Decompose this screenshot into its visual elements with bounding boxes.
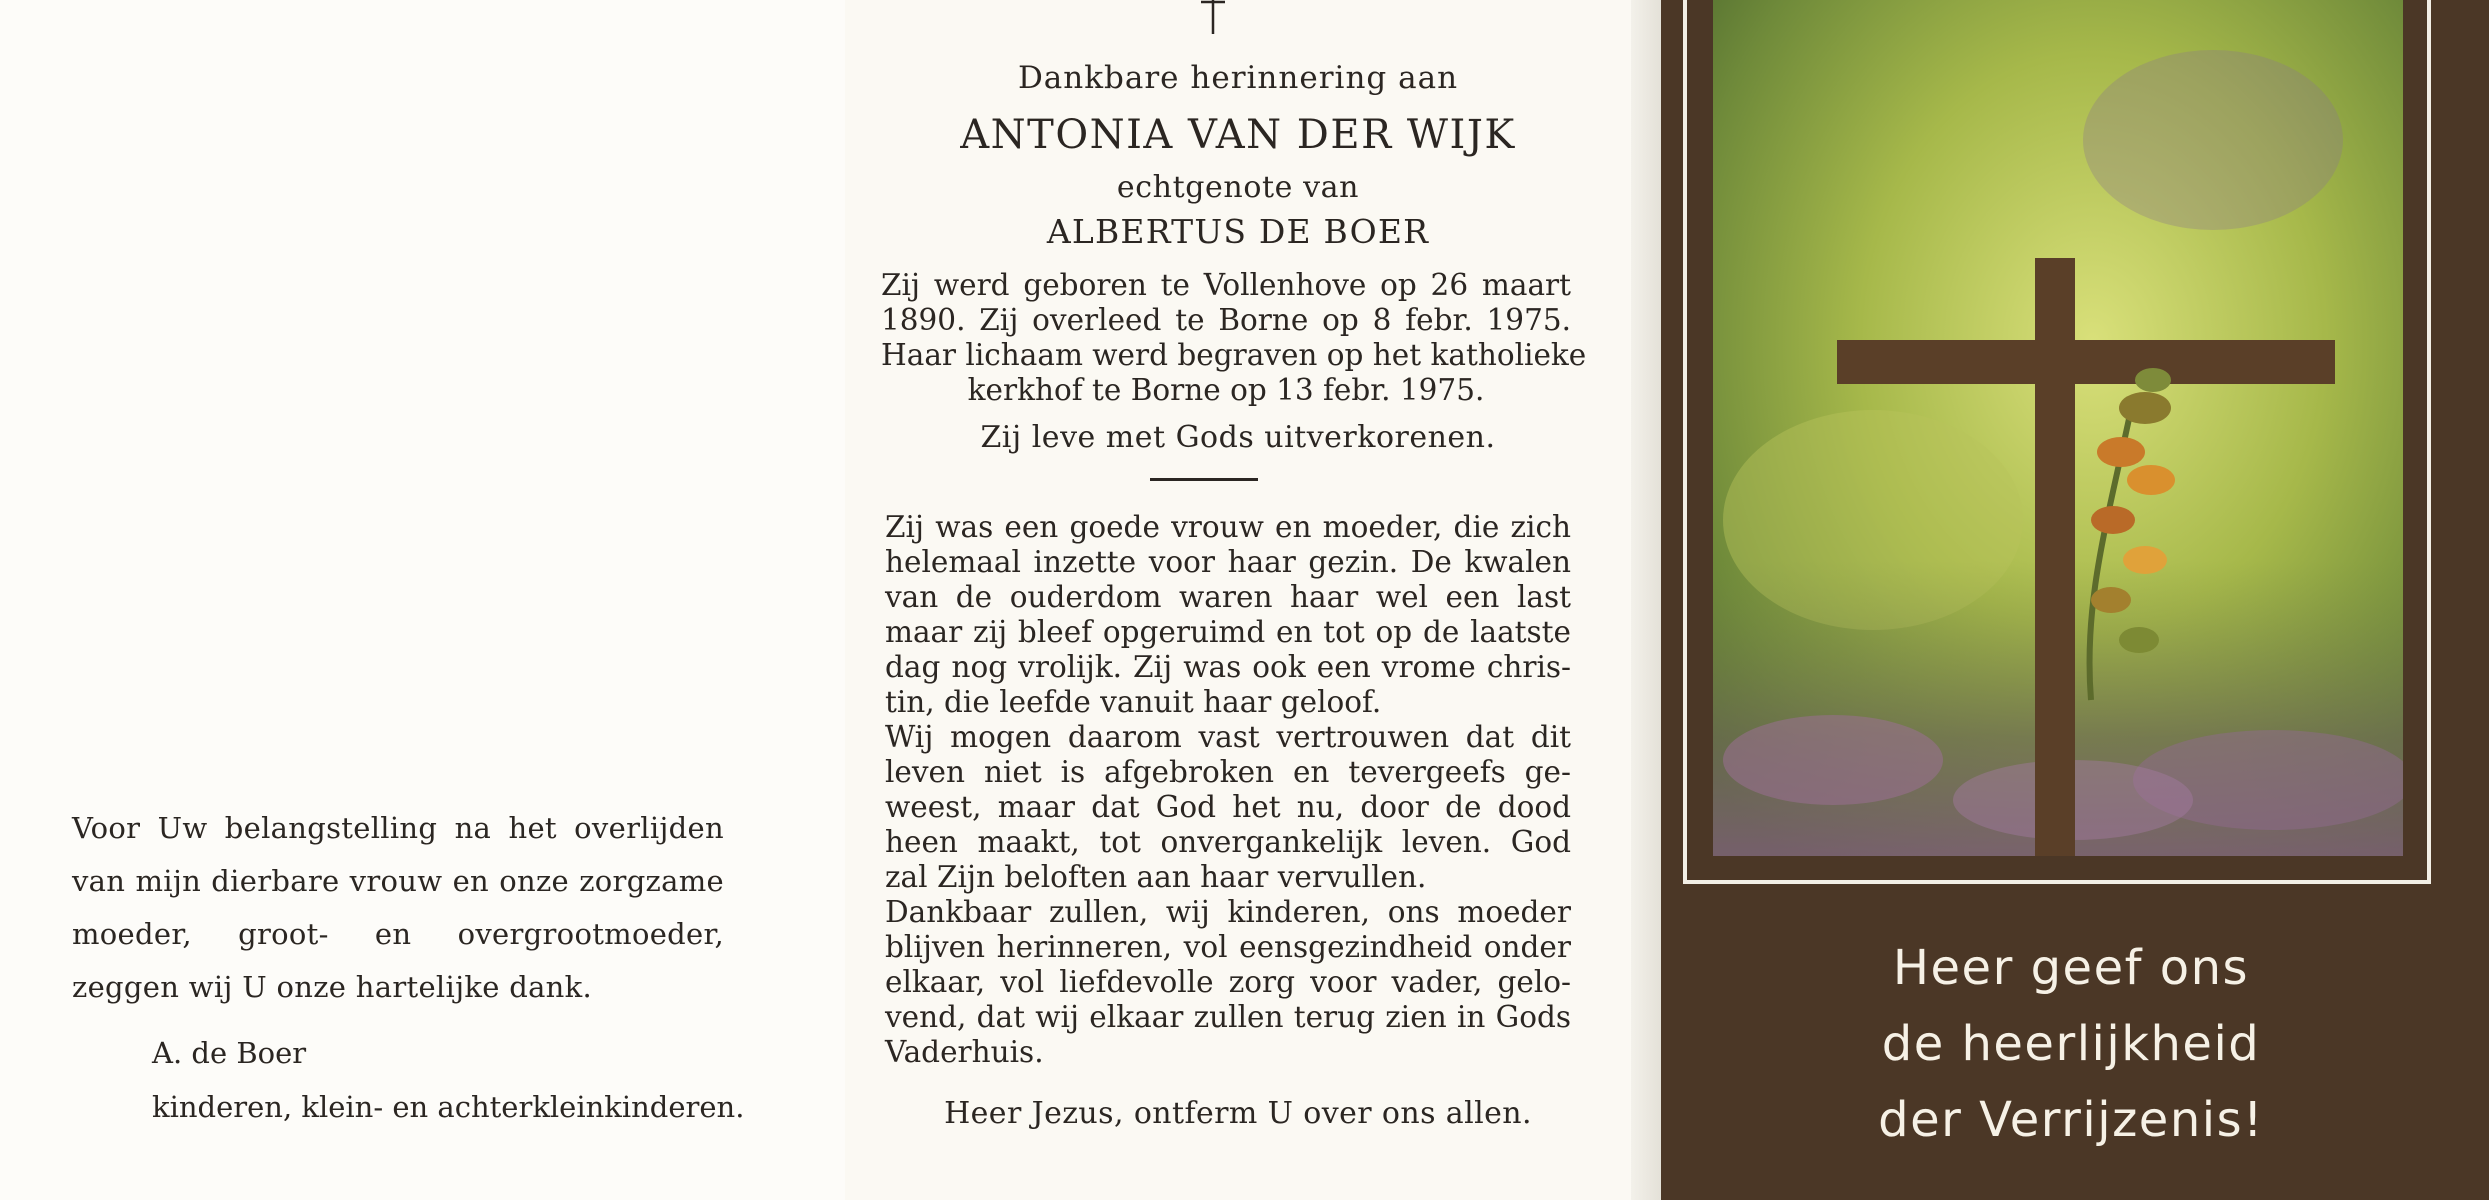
family-line: kinderen, klein- en achterkleinkinderen.	[152, 1090, 745, 1124]
photo-frame	[1683, 0, 2431, 884]
closing-prayer: Heer Jezus, ontferm U over ons allen.	[944, 1096, 1532, 1131]
thanks-text: Voor Uw belangstelling na het overlijden van mijn dierbare vrouw en onze zorgzame moeder, groot- en overgrootmoeder, zeggen wij U onze hartelijke dank.	[72, 811, 724, 1004]
body-line: Dankbaar zullen, wij kinderen, ons moeder	[885, 895, 1571, 929]
signer-name: A. de Boer	[152, 1036, 307, 1070]
fold-gutter	[1631, 0, 1661, 1200]
body-line: helemaal inzette voor haar gezin. De kwalen	[885, 545, 1571, 579]
spouse-name: ALBERTUS DE BOER	[1046, 212, 1430, 251]
motto: Zij leve met Gods uitverkorenen.	[980, 420, 1496, 455]
bio-line: 1890. Zij overleed te Borne op 8 febr. 1975.	[881, 303, 1571, 337]
cross-photo	[1713, 0, 2403, 856]
cross-horizontal-beam	[1837, 340, 2335, 384]
divider-rule	[1150, 478, 1258, 481]
body-line: maar zij bleef opgeruimd en tot op de laatste	[885, 615, 1571, 649]
body-line: Wij mogen daarom vast vertrouwen dat dit	[885, 720, 1571, 754]
body-line: leven niet is afgebroken en tevergeefs ge-	[885, 755, 1571, 789]
bio-line: Zij werd geboren te Vollenhove op 26 maart	[881, 268, 1571, 302]
body-line: heen maakt, tot onvergankelijk leven. God	[885, 825, 1571, 859]
caption-line: der Verrijzenis!	[1878, 1092, 2264, 1148]
card-caption	[1661, 930, 2481, 1158]
bio-line: kerkhof te Borne op 13 febr. 1975.	[967, 373, 1485, 407]
caption-line: Heer geef ons	[1892, 940, 2250, 996]
small-cross-icon	[1195, 0, 1231, 36]
caption-line: de heerlijkheid	[1881, 1016, 2261, 1072]
prayer-card-panel	[1661, 0, 2489, 1200]
body-line: van de ouderdom waren haar wel een last	[885, 580, 1571, 614]
body-line: zal Zijn beloften aan haar vervullen.	[885, 860, 1427, 894]
body-line: tin, die leefde vanuit haar geloof.	[885, 685, 1382, 719]
memorial-text-panel	[845, 0, 1631, 1200]
deceased-name: ANTONIA VAN DER WIJK	[960, 112, 1516, 158]
body-line: Vaderhuis.	[885, 1035, 1044, 1069]
body-line: elkaar, vol liefdevolle zorg voor vader, gelo-	[885, 965, 1571, 999]
body-line: Zij was een goede vrouw en moeder, die zich	[885, 510, 1571, 544]
body-line: blijven herinneren, vol eensgezindheid onder	[885, 930, 1571, 964]
body-line: dag nog vrolijk. Zij was ook een vrome chris-	[885, 650, 1571, 684]
body-line: weest, maar dat God het nu, door de dood	[885, 790, 1571, 824]
spouse-intro: echtgenote van	[1116, 170, 1360, 205]
left-panel	[0, 0, 845, 1200]
memorial-heading: Dankbare herinnering aan	[1017, 60, 1459, 96]
body-line: vend, dat wij elkaar zullen terug zien in Gods	[885, 1000, 1571, 1034]
cross-photo-illustration	[1713, 0, 2403, 856]
bio-line: Haar lichaam werd begraven op het katholieke	[881, 338, 1587, 372]
